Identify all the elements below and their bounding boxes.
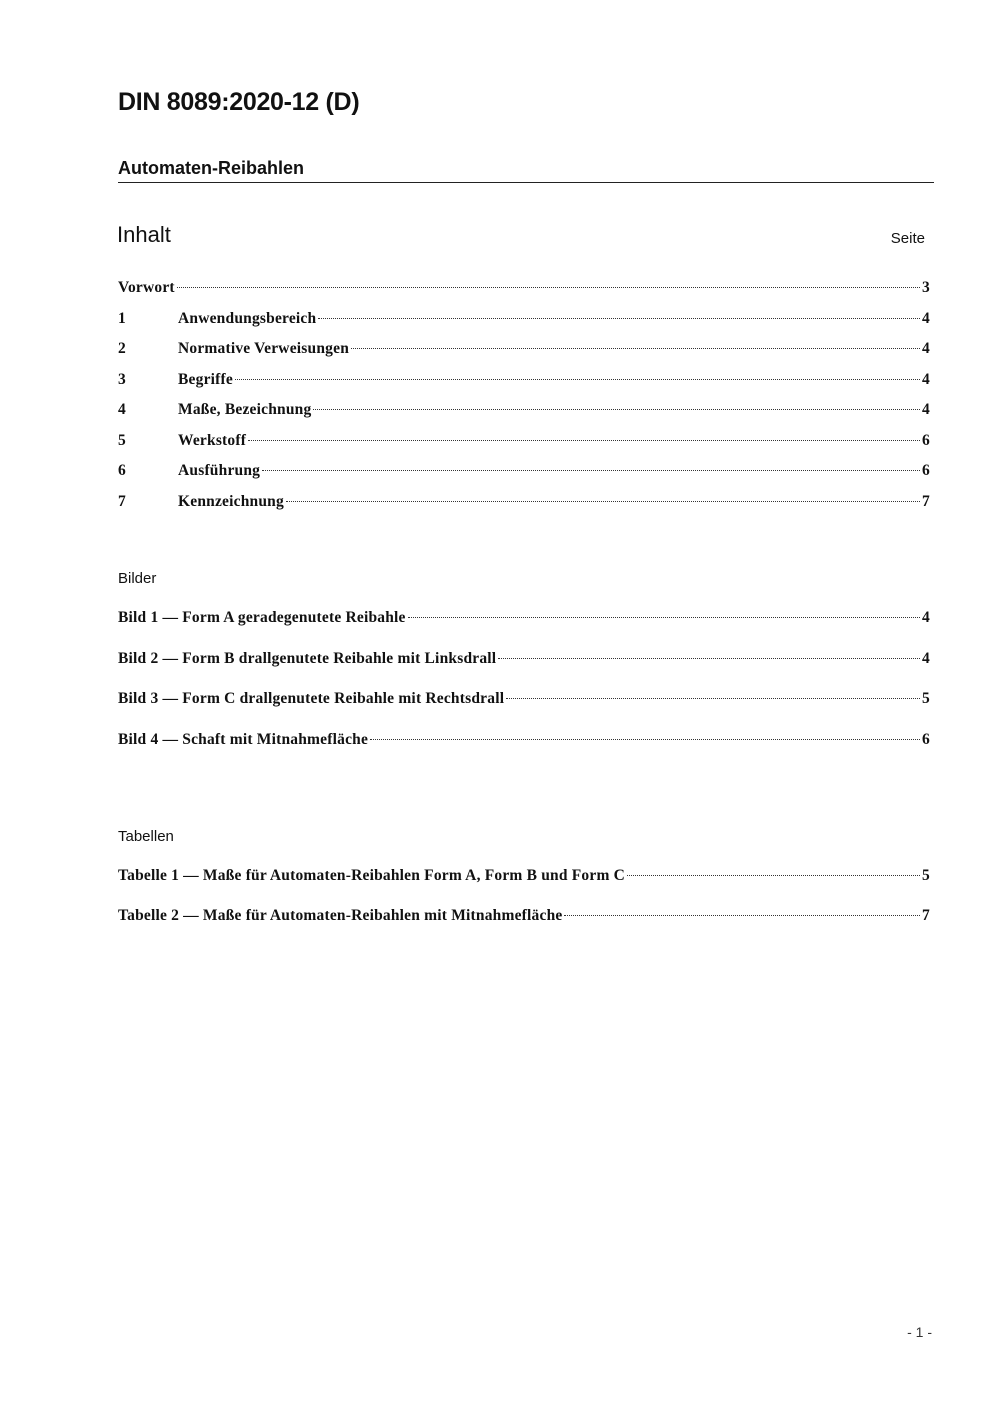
dot-leader — [408, 617, 920, 618]
figure-entry-2[interactable] — [118, 650, 930, 691]
table-entry-1[interactable] — [118, 867, 930, 907]
toc-entry-2[interactable] — [118, 340, 930, 371]
dot-leader — [235, 379, 920, 380]
dot-leader — [370, 739, 920, 740]
toc-heading: Inhalt — [117, 222, 171, 247]
toc-entry-text: Werkstoff — [178, 431, 247, 449]
figure-entry-page: 6 — [922, 730, 930, 748]
toc-entry-text: Anwendungsbereich — [178, 309, 317, 327]
toc-entry-number: 7 — [118, 492, 126, 510]
figures-heading: Bilder — [118, 570, 157, 587]
toc-entry-page: 3 — [922, 279, 930, 296]
dot-leader — [627, 875, 920, 876]
toc-entry-text: Begriffe — [178, 370, 233, 388]
toc-entry-5[interactable] — [118, 432, 930, 463]
toc-entry-page: 6 — [922, 462, 930, 479]
toc-entry-page: 6 — [922, 431, 930, 449]
toc-entry-text: Kennzeichnung — [178, 492, 284, 510]
dot-leader — [313, 409, 920, 410]
figure-entry-1[interactable] — [118, 609, 930, 650]
figure-entry-page: 4 — [922, 609, 930, 626]
figure-entry-page: 4 — [922, 649, 930, 667]
toc-entry-number: 6 — [118, 462, 126, 479]
table-entry-2[interactable] — [118, 907, 930, 947]
toc-entry-3[interactable] — [118, 371, 930, 402]
toc-entry-1[interactable] — [118, 310, 930, 341]
toc-entry-page: 4 — [922, 370, 930, 388]
toc-entry-number: 1 — [118, 309, 126, 327]
dot-leader — [506, 698, 920, 699]
table-entry-page: 7 — [922, 907, 930, 924]
toc-entry-text: Vorwort — [118, 279, 175, 296]
page-number: - 1 - — [907, 1324, 932, 1340]
toc-entry-4[interactable] — [118, 401, 930, 432]
toc-entry-number: 2 — [118, 340, 126, 357]
toc-entry-page: 4 — [922, 309, 930, 327]
toc-entry-page: 4 — [922, 401, 930, 418]
table-entry-text: Tabelle 2 — Maße für Automaten-Reibahlen mit Mitnahmefläche — [118, 907, 563, 924]
toc-entry-text: Ausführung — [178, 462, 261, 479]
page-column-label: Seite — [890, 230, 925, 247]
figure-entry-page: 5 — [922, 690, 930, 707]
dot-leader — [318, 318, 920, 319]
figure-entry-text: Bild 4 — Schaft mit Mitnahmefläche — [118, 730, 369, 748]
figure-entry-text: Bild 2 — Form B drallgenutete Reibahle mit Linksdrall — [118, 649, 497, 667]
toc-entry-7[interactable] — [118, 493, 930, 524]
toc-entry-page: 7 — [922, 492, 930, 510]
table-entry-page: 5 — [922, 867, 930, 884]
tables-list — [118, 867, 930, 947]
dot-leader — [177, 287, 920, 288]
dot-leader — [248, 440, 920, 441]
dot-leader — [564, 915, 920, 916]
toc-entry-vorwort[interactable] — [118, 279, 930, 310]
figure-entry-3[interactable] — [118, 690, 930, 731]
toc-entry-page: 4 — [922, 340, 930, 357]
toc-entry-text: Normative Verweisungen — [178, 340, 350, 357]
toc-entry-number: 5 — [118, 431, 126, 449]
toc-entry-number: 4 — [118, 401, 126, 418]
dot-leader — [351, 348, 920, 349]
document-subtitle: Automaten-Reibahlen — [118, 158, 934, 183]
toc-entry-number: 3 — [118, 370, 126, 388]
figure-entry-4[interactable] — [118, 731, 930, 772]
table-entry-text: Tabelle 1 — Maße für Automaten-Reibahlen Form A, Form B und Form C — [118, 867, 626, 884]
toc-entry-6[interactable] — [118, 462, 930, 493]
dot-leader — [262, 470, 920, 471]
toc-entry-text: Maße, Bezeichnung — [178, 401, 312, 418]
toc-list — [118, 279, 930, 523]
dot-leader — [498, 658, 920, 659]
dot-leader — [286, 501, 920, 502]
figure-entry-text: Bild 1 — Form A geradegenutete Reibahle — [118, 609, 406, 626]
figures-list — [118, 609, 930, 771]
figure-entry-text: Bild 3 — Form C drallgenutete Reibahle mit Rechtsdrall — [118, 690, 505, 707]
document-title: DIN 8089:2020-12 (D) — [118, 88, 360, 116]
tables-heading: Tabellen — [118, 828, 174, 845]
